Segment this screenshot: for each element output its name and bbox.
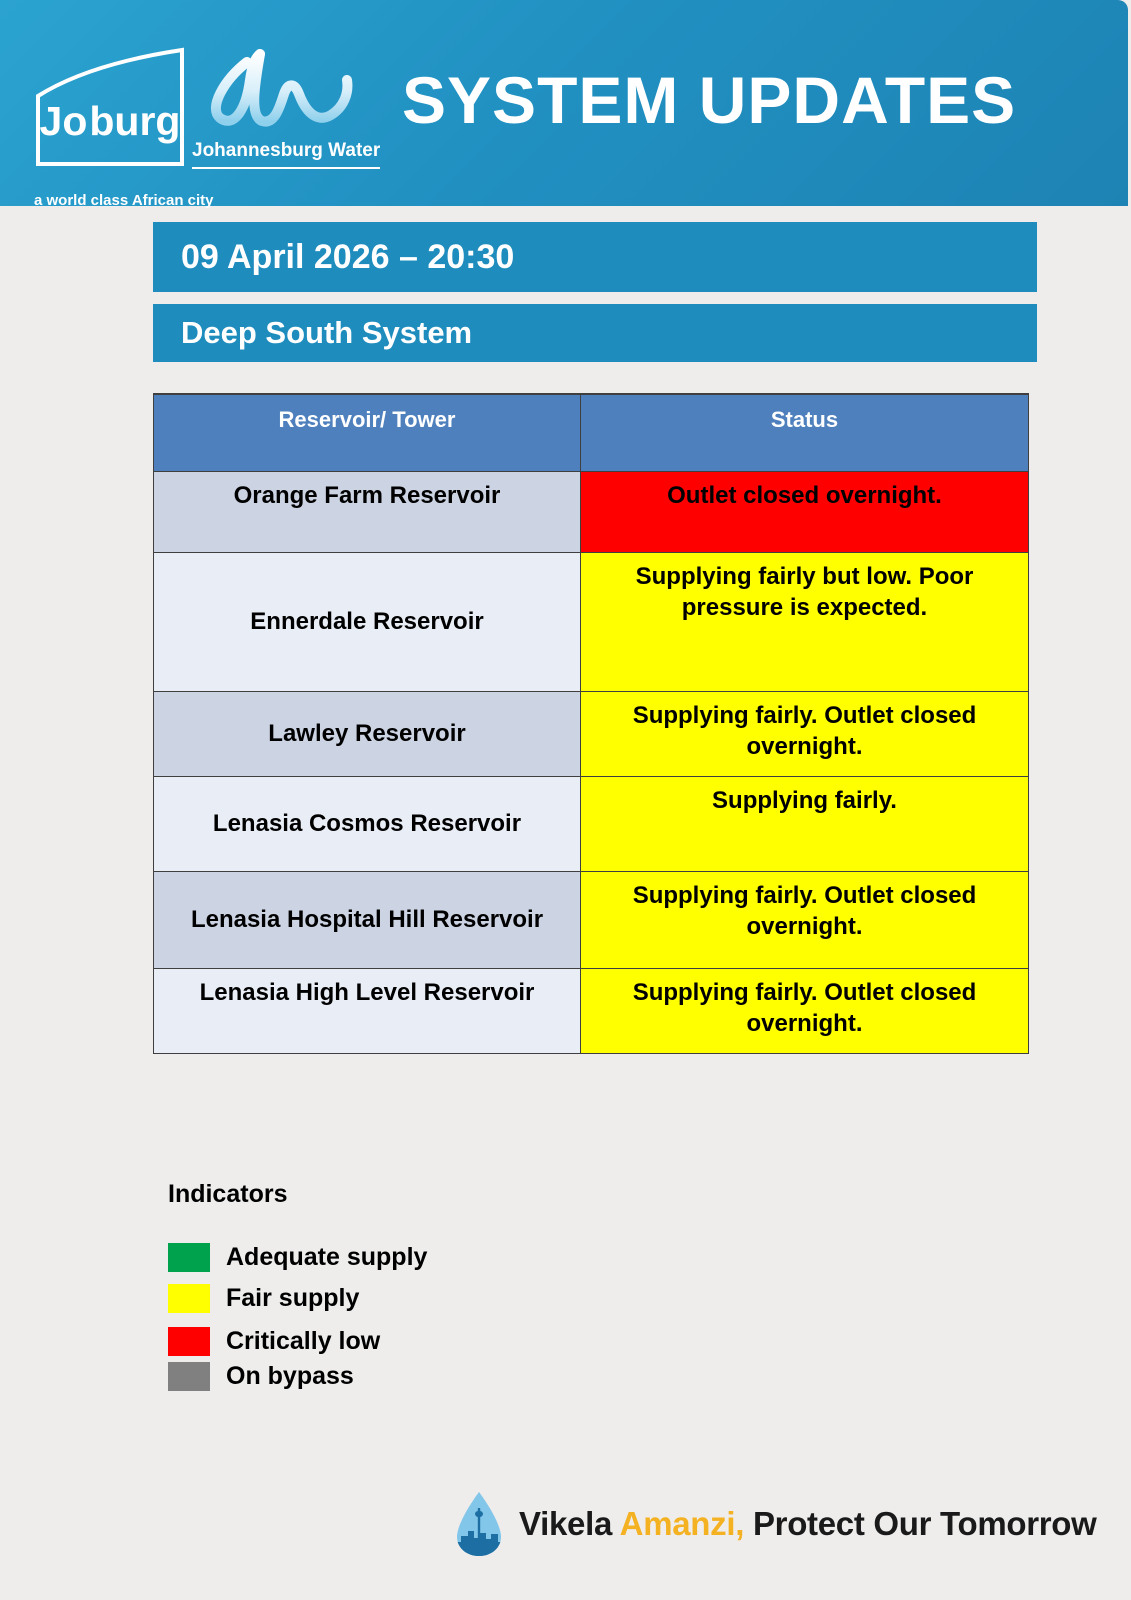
footer-slogan xyxy=(453,1490,1097,1558)
table-row-name: Ennerdale Reservoir xyxy=(154,553,581,692)
system-name-bar: Deep South System xyxy=(153,304,1037,362)
joburg-logo-wordmark xyxy=(39,92,181,144)
table-row-status: Supplying fairly. Outlet closed overnight. xyxy=(581,969,1029,1054)
legend-label: On bypass xyxy=(226,1362,354,1390)
slogan-word-vikela: Vikela xyxy=(519,1505,620,1542)
joburg-logo xyxy=(34,40,214,209)
water-drop-city-icon xyxy=(453,1490,505,1558)
indicators-legend xyxy=(168,1180,427,1391)
water-wave-icon xyxy=(192,48,362,138)
table-row-status: Supplying fairly. Outlet closed overnight. xyxy=(581,872,1029,969)
table-row-name: Lenasia High Level Reservoir xyxy=(154,969,581,1054)
reservoir-status-table xyxy=(153,393,1029,1054)
legend-item-fair xyxy=(168,1284,427,1313)
table-row-name: Lawley Reservoir xyxy=(154,692,581,777)
joburg-tagline: a world class African city xyxy=(34,192,214,209)
page-title: SYSTEM UPDATES xyxy=(402,63,1017,137)
table-row-name: Lenasia Hospital Hill Reservoir xyxy=(154,872,581,969)
column-header-status: Status xyxy=(581,395,1029,472)
joburg-wordmark-right: burg xyxy=(89,98,181,144)
legend-label: Critically low xyxy=(226,1327,381,1355)
table-row-status: Supplying fairly but low. Poor pressure is expected. xyxy=(581,553,1029,692)
legend-item-bypass xyxy=(168,1362,427,1391)
legend-item-adequate xyxy=(168,1243,427,1272)
legend-item-critical xyxy=(168,1327,427,1356)
johannesburg-water-label: Johannesburg Water xyxy=(192,140,380,169)
legend-label: Fair supply xyxy=(226,1284,360,1312)
table-row-status: Supplying fairly. xyxy=(581,777,1029,872)
adequate-supply-swatch xyxy=(168,1243,210,1272)
on-bypass-swatch xyxy=(168,1362,210,1391)
critically-low-swatch xyxy=(168,1327,210,1356)
table-row-name: Orange Farm Reservoir xyxy=(154,472,581,553)
indicators-title: Indicators xyxy=(168,1180,288,1208)
banner xyxy=(0,0,1128,209)
date-bar: 09 April 2026 – 20:30 xyxy=(153,222,1037,292)
column-header-reservoir: Reservoir/ Tower xyxy=(154,395,581,472)
footer-slogan-text xyxy=(519,1505,1097,1543)
table-row-name: Lenasia Cosmos Reservoir xyxy=(154,777,581,872)
slogan-word-amanzi: Amanzi, xyxy=(619,1505,745,1542)
table-row-status: Supplying fairly. Outlet closed overnight. xyxy=(581,692,1029,777)
fair-supply-swatch xyxy=(168,1284,210,1313)
slogan-word-protect: Protect Our Tomorrow xyxy=(744,1505,1097,1542)
table-row-status: Outlet closed overnight. xyxy=(581,472,1029,553)
johannesburg-water-logo xyxy=(192,48,381,178)
legend-label: Adequate supply xyxy=(226,1243,428,1271)
joburg-wordmark-left: Jo xyxy=(39,98,88,144)
